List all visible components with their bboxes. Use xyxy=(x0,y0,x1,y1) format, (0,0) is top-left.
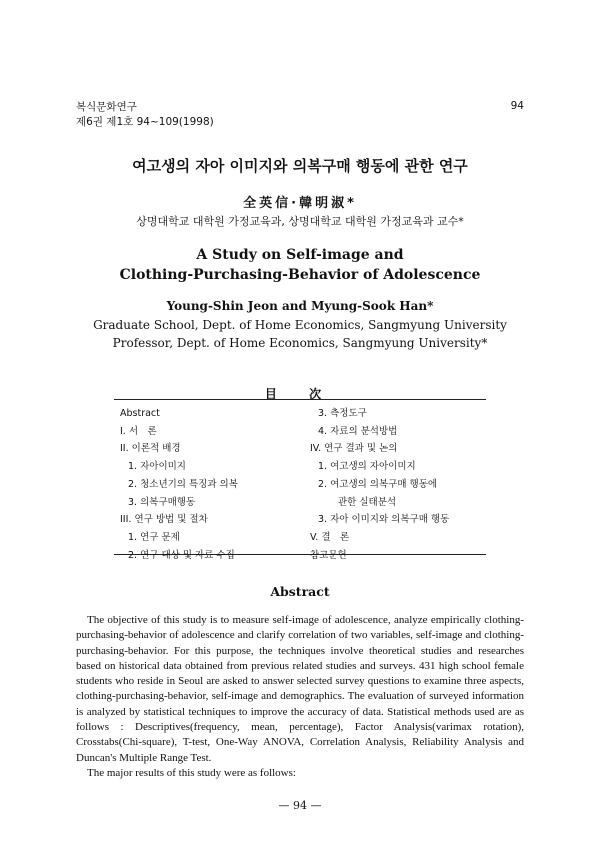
abstract-paragraph: The major results of this study were as follows: xyxy=(87,766,296,779)
toc-item: 참고문헌 xyxy=(310,549,347,561)
toc-item: 4. 자료의 분석방법 xyxy=(318,425,398,437)
toc-item: 3. 자아 이미지와 의복구매 행동 xyxy=(318,514,450,526)
toc-item: IV. 연구 결과 및 논의 xyxy=(310,443,398,455)
toc-heading: 目 次 xyxy=(264,387,336,401)
page-number-footer: — 94 — xyxy=(278,799,322,812)
abstract-body xyxy=(76,613,524,781)
abstract-paragraph: The objective of this study is to measure self-image of adolescence, analyze empirically clothing-purchasing-behavior of adolescence and clarify correlation of two variables, self-image and clothing-purchasing-behavior. For this purpose, the techniques involve theoretical studies and researches based on historical data obtained from previous related studies and surveys. 431 high school female students who reside in Seoul are asked to answer selected survey questions to examine three aspects, clothing-purchasing-behavior, self-image and demographics. The evaluation of surveyed information is analyzed by statistical techniques to improve the accuracy of data. Statistical methods used are as follows : Descriptives(frequency, mean, percentage), Factor Analysis(varimax rotation), Crosstabs(Chi-square), T-test, One-Way ANOVA, Correlation Analysis, Reliability Analysis and Duncan's Multiple Range Test. xyxy=(76,614,524,764)
korean-title: 여고생의 자아 이미지와 의복구매 행동에 관한 연구 xyxy=(132,157,468,175)
toc-item: 1. 연구 문제 xyxy=(128,531,180,543)
toc-item: I. 서 론 xyxy=(120,425,157,437)
toc-item: 1. 자아이미지 xyxy=(128,461,186,473)
toc-left-column xyxy=(120,405,238,564)
english-authors: Young-Shin Jeon and Myung-Sook Han* xyxy=(166,299,434,313)
journal-name: 복식문화연구 xyxy=(76,101,137,113)
page-number-top: 94 xyxy=(510,100,524,112)
toc-item: 1. 여고생의 자아이미지 xyxy=(318,461,416,473)
toc-item: 3. 측정도구 xyxy=(318,408,367,419)
toc-item: II. 이론적 배경 xyxy=(120,443,181,455)
english-title-line-1: A Study on Self-image and xyxy=(196,247,404,263)
toc-right-column xyxy=(310,405,449,564)
toc-item: 2. 여고생의 의복구매 행동에 xyxy=(318,478,438,490)
table-of-contents xyxy=(114,399,486,561)
korean-authors: 全英信·韓明淑* xyxy=(243,196,357,211)
english-affiliation-1: Graduate School, Dept. of Home Economics, Sangmyung University xyxy=(93,318,507,332)
toc-item: V. 결 론 xyxy=(310,531,350,543)
toc-item: 3. 의복구매행동 xyxy=(128,496,196,508)
toc-item: 2. 청소년기의 특징과 의복 xyxy=(128,478,238,490)
volume-issue: 제6권 제1호 94~109(1998) xyxy=(76,116,214,128)
toc-item: III. 연구 방법 및 절차 xyxy=(120,514,208,526)
abstract-heading: Abstract xyxy=(270,584,330,599)
english-affiliation-2: Professor, Dept. of Home Economics, Sangmyung University* xyxy=(112,336,488,350)
english-affiliation xyxy=(0,316,600,352)
toc-item: 2. 연구 대상 및 자료 수집 xyxy=(128,549,235,561)
toc-item: Abstract xyxy=(120,408,160,419)
toc-item: 관한 실태분석 xyxy=(338,496,397,508)
english-title-line-2: Clothing-Purchasing-Behavior of Adolescence xyxy=(119,267,481,283)
journal-info xyxy=(76,100,214,130)
english-title xyxy=(0,245,600,285)
korean-affiliation: 상명대학교 대학원 가정교육과, 상명대학교 대학원 가정교육과 교수* xyxy=(136,215,464,228)
